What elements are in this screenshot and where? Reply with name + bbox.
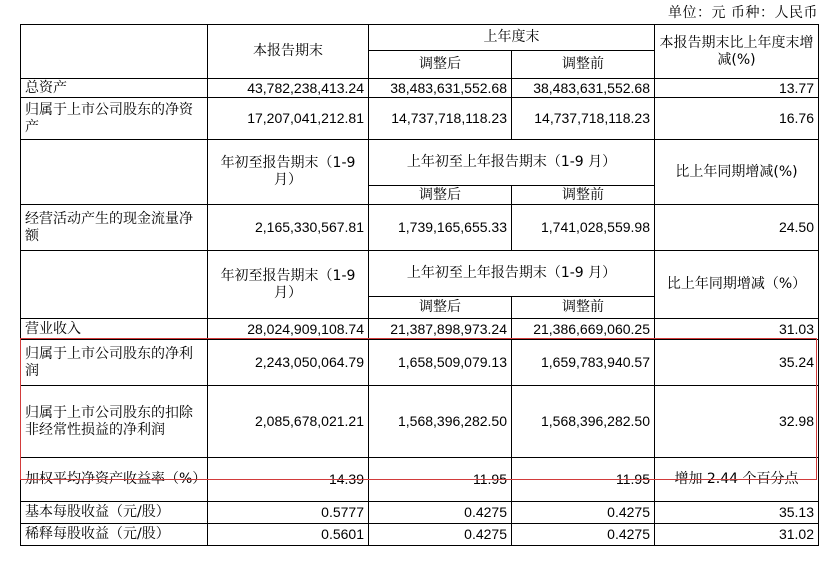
value-current: 28,024,909,108.74: [208, 319, 369, 340]
value-change: 13.77: [655, 79, 819, 98]
value-change: 35.24: [655, 340, 819, 386]
value-adjusted: 21,387,898,973.24: [369, 319, 512, 340]
value-before: 14,737,718,118.23: [512, 98, 655, 140]
value-adjusted: 1,658,509,079.13: [369, 340, 512, 386]
header-blank-cell: [21, 140, 208, 205]
table-row: [21, 386, 819, 458]
header-change-yoy: 比上年同期增减（%）: [655, 251, 819, 319]
value-before: 0.4275: [512, 502, 655, 524]
header-ytd: 年初至报告期末（1-9 月）: [208, 251, 369, 319]
value-adjusted: 0.4275: [369, 524, 512, 546]
header-row-3: [21, 251, 819, 297]
header-blank-cell: [21, 25, 208, 79]
row-label: 基本每股收益（元/股）: [21, 502, 208, 524]
header-before-adjustment: 调整前: [512, 186, 655, 205]
header-blank-cell: [21, 251, 208, 319]
table-row: [21, 319, 819, 340]
table-row: [21, 205, 819, 251]
header-last-ytd: 上年初至上年报告期末（1-9 月）: [369, 251, 655, 297]
table-row: [21, 524, 819, 546]
value-change: 31.03: [655, 319, 819, 340]
row-label: 归属于上市公司股东的净资产: [21, 98, 208, 140]
header-last-ytd: 上年初至上年报告期末（1-9 月）: [369, 140, 655, 186]
header-current-period-end: 本报告期末: [208, 25, 369, 79]
value-current: 2,243,050,064.79: [208, 340, 369, 386]
value-current: 17,207,041,212.81: [208, 98, 369, 140]
row-label: 加权平均净资产收益率（%）: [21, 458, 208, 502]
value-change: 35.13: [655, 502, 819, 524]
value-before: 1,659,783,940.57: [512, 340, 655, 386]
value-change: 31.02: [655, 524, 819, 546]
header-before-adjustment: 调整前: [512, 297, 655, 319]
table-row: [21, 98, 819, 140]
header-ytd: 年初至报告期末（1-9 月）: [208, 140, 369, 205]
value-change: 32.98: [655, 386, 819, 458]
row-label: 营业收入: [21, 319, 208, 340]
header-adjusted: 调整后: [369, 51, 512, 79]
value-before: 0.4275: [512, 524, 655, 546]
row-label: 稀释每股收益（元/股）: [21, 524, 208, 546]
value-adjusted: 38,483,631,552.68: [369, 79, 512, 98]
row-label: 归属于上市公司股东的扣除非经常性损益的净利润: [21, 386, 208, 458]
table-row: [21, 340, 819, 386]
value-change: 增加 2.44 个百分点: [655, 458, 819, 502]
value-current: 0.5777: [208, 502, 369, 524]
value-adjusted: 1,568,396,282.50: [369, 386, 512, 458]
value-before: 21,386,669,060.25: [512, 319, 655, 340]
header-adjusted: 调整后: [369, 186, 512, 205]
value-before: 1,568,396,282.50: [512, 386, 655, 458]
value-change: 24.50: [655, 205, 819, 251]
value-change: 16.76: [655, 98, 819, 140]
row-label: 归属于上市公司股东的净利润: [21, 340, 208, 386]
financial-data-table: [20, 24, 819, 546]
header-row-2: [21, 140, 819, 186]
header-before-adjustment: 调整前: [512, 51, 655, 79]
value-adjusted: 14,737,718,118.23: [369, 98, 512, 140]
value-current: 14.39: [208, 458, 369, 502]
header-adjusted: 调整后: [369, 297, 512, 319]
header-last-year-end: 上年度末: [369, 25, 655, 51]
value-current: 2,085,678,021.21: [208, 386, 369, 458]
value-adjusted: 11.95: [369, 458, 512, 502]
row-label: 总资产: [21, 79, 208, 98]
value-before: 38,483,631,552.68: [512, 79, 655, 98]
value-current: 2,165,330,567.81: [208, 205, 369, 251]
value-current: 0.5601: [208, 524, 369, 546]
header-change-yoy: 比上年同期增减(%): [655, 140, 819, 205]
unit-currency-line: 单位：元 币种：人民币: [668, 5, 818, 21]
row-label: 经营活动产生的现金流量净额: [21, 205, 208, 251]
header-row-1: [21, 25, 819, 51]
value-before: 11.95: [512, 458, 655, 502]
value-before: 1,741,028,559.98: [512, 205, 655, 251]
table-row: [21, 458, 819, 502]
value-adjusted: 0.4275: [369, 502, 512, 524]
value-adjusted: 1,739,165,655.33: [369, 205, 512, 251]
header-change-vs-last-year-end: 本报告期末比上年度末增减(%): [655, 25, 819, 79]
table-row: [21, 79, 819, 98]
value-current: 43,782,238,413.24: [208, 79, 369, 98]
table-row: [21, 502, 819, 524]
